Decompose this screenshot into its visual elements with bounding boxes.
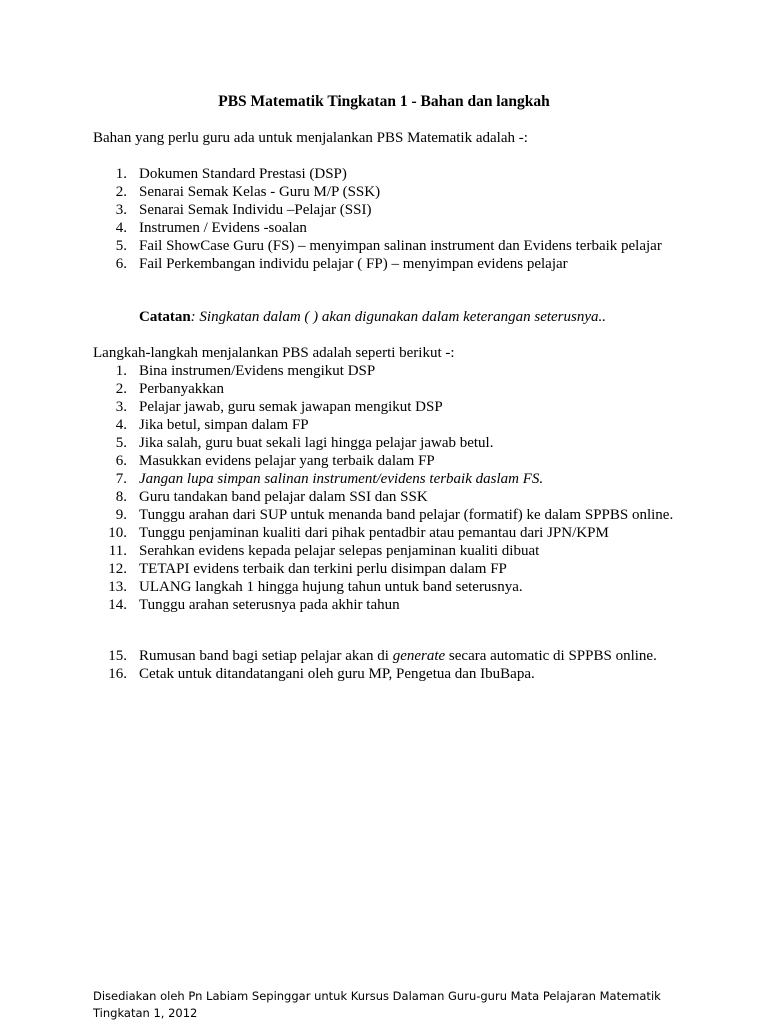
item-text: Masukkan evidens pelajar yang terbaik dalam FP [139,453,435,469]
item-number: 1. [115,363,127,379]
item-number: 4. [115,220,127,236]
list-item [93,255,699,273]
item-number: 12. [108,561,127,577]
item-text: Senarai Semak Individu –Pelajar (SSI) [139,202,372,218]
item-number: 5. [115,238,127,254]
list-item [93,488,699,506]
item-text: Instrumen / Evidens -soalan [139,220,307,236]
list-item [93,416,699,434]
note-label: Catatan [139,309,191,325]
list-item [93,165,699,183]
item-text: Rumusan band bagi setiap pelajar akan di [139,648,393,664]
final-steps-list [93,647,699,683]
item-text: Perbanyakkan [139,381,224,397]
materials-list [93,165,699,273]
item-text: Tunggu arahan dari SUP untuk menanda band pelajar (formatif) ke dalam SPPBS online. [139,507,674,523]
item-number: 2. [115,381,127,397]
list-item [93,201,699,219]
item-number: 16. [108,666,127,682]
item-number: 6. [115,453,127,469]
item-text: secara automatic di SPPBS online. [445,648,657,664]
list-item [93,398,699,416]
item-text: Fail Perkembangan individu pelajar ( FP) – menyimpan evidens pelajar [139,256,568,272]
item-text: TETAPI evidens terbaik dan terkini perlu disimpan dalam FP [139,561,507,577]
list-item [93,237,699,255]
list-item [93,647,699,665]
note [139,309,606,326]
note-text: : Singkatan dalam ( ) akan digunakan dalam keterangan seterusnya.. [190,309,607,325]
item-number: 14. [108,597,127,613]
item-text: Jika betul, simpan dalam FP [139,417,309,433]
list-item [93,578,699,596]
item-number: 8. [115,489,127,505]
document-title: PBS Matematik Tingkatan 1 - Bahan dan langkah [218,93,550,110]
item-text: Jangan lupa simpan salinan instrument/evidens terbaik daslam FS. [139,471,544,487]
item-number: 10. [108,525,127,541]
list-item [93,542,699,560]
list-item [93,452,699,470]
item-number: 3. [115,399,127,415]
list-item [93,434,699,452]
item-text: Jika salah, guru buat sekali lagi hingga pelajar jawab betul. [139,435,494,451]
item-number: 4. [115,417,127,433]
item-text: Serahkan evidens kepada pelajar selepas penjaminan kualiti dibuat [139,543,540,559]
item-text: Senarai Semak Kelas - Guru M/P (SSK) [139,184,381,200]
list-item [93,362,699,380]
item-number: 13. [108,579,127,595]
list-item [93,470,699,488]
item-text: Cetak untuk ditandatangani oleh guru MP, Pengetua dan IbuBapa. [139,666,535,682]
item-text: Bina instrumen/Evidens mengikut DSP [139,363,376,379]
item-number: 7. [115,471,127,487]
steps-intro: Langkah-langkah menjalankan PBS adalah seperti berikut -: [93,345,455,361]
list-item [93,596,699,614]
materials-intro: Bahan yang perlu guru ada untuk menjalankan PBS Matematik adalah -: [93,130,528,146]
item-text: Dokumen Standard Prestasi (DSP) [139,166,347,182]
item-number: 6. [115,256,127,272]
item-text: Tunggu arahan seterusnya pada akhir tahun [139,597,400,613]
item-number: 1. [115,166,127,182]
item-text: Guru tandakan band pelajar dalam SSI dan SSK [139,489,428,505]
list-item [93,506,699,524]
list-item [93,380,699,398]
item-text: Pelajar jawab, guru semak jawapan mengikut DSP [139,399,443,415]
item-number: 11. [108,543,127,559]
item-number: 2. [115,184,127,200]
page-footer: Disediakan oleh Pn Labiam Sepinggar untuk Kursus Dalaman Guru-guru Mata Pelajaran Matematik Tingkatan 1, 2012 [93,989,661,1020]
item-number: 3. [115,202,127,218]
item-text: Tunggu penjaminan kualiti dari pihak pentadbir atau pemantau dari JPN/KPM [139,525,609,541]
item-number: 15. [108,648,127,664]
item-text: ULANG langkah 1 hingga hujung tahun untuk band seterusnya. [139,579,523,595]
list-item [93,524,699,542]
steps-list [93,362,699,614]
list-item [93,183,699,201]
item-text: Fail ShowCase Guru (FS) – menyimpan salinan instrument dan Evidens terbaik pelajar [139,238,662,254]
list-item [93,560,699,578]
item-number: 9. [115,507,127,523]
item-text-italic: generate [392,648,446,664]
list-item [93,665,699,683]
item-number: 5. [115,435,127,451]
list-item [93,219,699,237]
